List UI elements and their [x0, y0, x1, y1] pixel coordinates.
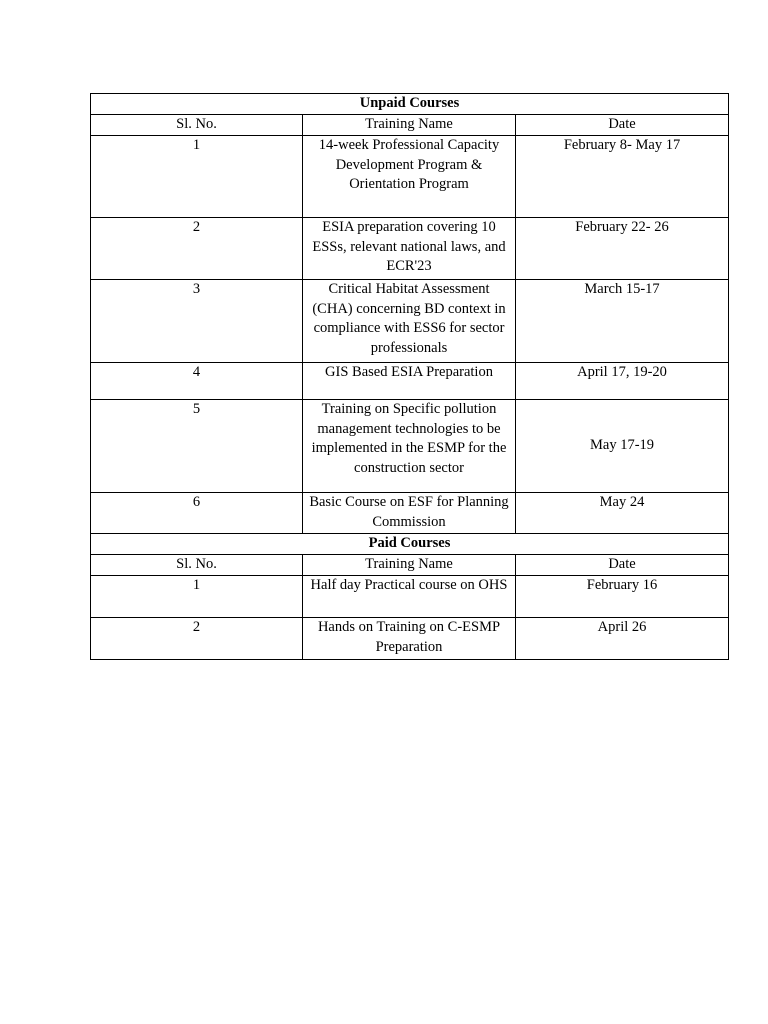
column-header-training-name: Training Name — [303, 115, 516, 136]
section-row-paid — [91, 534, 729, 555]
table-row — [91, 218, 729, 280]
column-header-date: Date — [516, 555, 729, 576]
training-name-cell: 14-week Professional Capacity Development Program & Orientation Program — [303, 136, 516, 218]
date-cell: May 17-19 — [516, 400, 729, 493]
training-name-cell: Hands on Training on C-ESMP Preparation — [303, 618, 516, 660]
training-name-cell: Training on Specific pollution management technologies to be implemented in the ESMP for the construction sector — [303, 400, 516, 493]
date-cell: February 16 — [516, 576, 729, 618]
date-cell: February 22- 26 — [516, 218, 729, 280]
serial-cell: 5 — [91, 400, 303, 493]
serial-cell: 2 — [91, 218, 303, 280]
serial-cell: 3 — [91, 280, 303, 363]
serial-cell: 4 — [91, 363, 303, 400]
date-cell: February 8- May 17 — [516, 136, 729, 218]
date-cell: April 26 — [516, 618, 729, 660]
column-header-serial: Sl. No. — [91, 555, 303, 576]
date-cell: March 15-17 — [516, 280, 729, 363]
training-name-cell: ESIA preparation covering 10 ESSs, relevant national laws, and ECR'23 — [303, 218, 516, 280]
header-row-unpaid — [91, 115, 729, 136]
table-row — [91, 576, 729, 618]
training-name-cell: Critical Habitat Assessment (CHA) concerning BD context in compliance with ESS6 for sector professionals — [303, 280, 516, 363]
table-row — [91, 618, 729, 660]
serial-cell: 1 — [91, 576, 303, 618]
date-cell: May 24 — [516, 493, 729, 534]
section-row-unpaid — [91, 94, 729, 115]
header-row-paid — [91, 555, 729, 576]
column-header-training-name: Training Name — [303, 555, 516, 576]
table-row — [91, 136, 729, 218]
table-row — [91, 280, 729, 363]
serial-cell: 2 — [91, 618, 303, 660]
courses-table — [90, 93, 729, 660]
table-row — [91, 493, 729, 534]
training-name-cell: Basic Course on ESF for Planning Commission — [303, 493, 516, 534]
section-title-unpaid: Unpaid Courses — [91, 94, 729, 115]
date-cell: April 17, 19-20 — [516, 363, 729, 400]
column-header-date: Date — [516, 115, 729, 136]
serial-cell: 6 — [91, 493, 303, 534]
section-title-paid: Paid Courses — [91, 534, 729, 555]
training-name-cell: GIS Based ESIA Preparation — [303, 363, 516, 400]
table-row — [91, 363, 729, 400]
column-header-serial: Sl. No. — [91, 115, 303, 136]
table-row — [91, 400, 729, 493]
training-name-cell: Half day Practical course on OHS — [303, 576, 516, 618]
serial-cell: 1 — [91, 136, 303, 218]
